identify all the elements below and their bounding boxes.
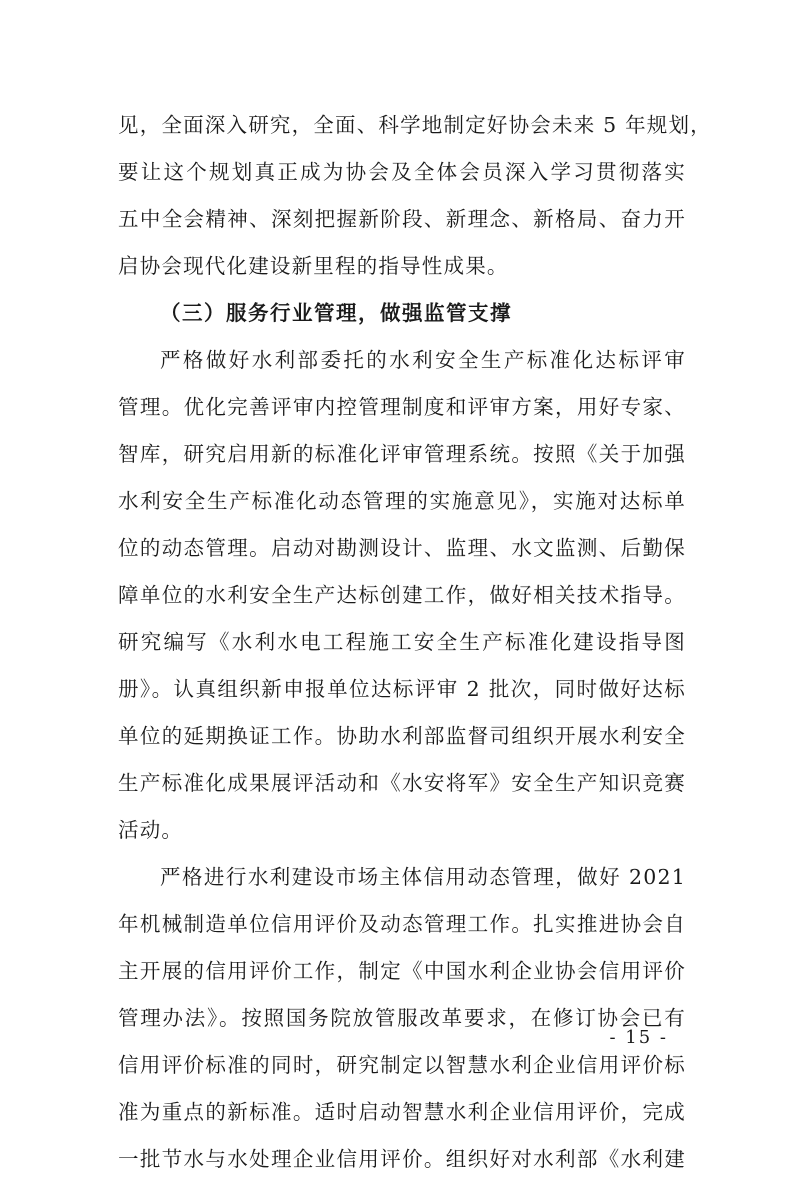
paragraph-line: 年机械制造单位信用评价及动态管理工作。扎实推进协会自 xyxy=(118,912,686,936)
section-heading: （三）服务行业管理，做强监管支撑 xyxy=(160,301,512,325)
paragraph-line: 障单位的水利安全生产达标创建工作，做好相关技术指导。 xyxy=(118,583,686,607)
paragraph-line: 单位的延期换证工作。协助水利部监督司组织开展水利安全 xyxy=(118,724,686,748)
paragraph-line: 要让这个规划真正成为协会及全体会员深入学习贯彻落实 xyxy=(118,160,686,184)
paragraph-line: 册》。认真组织新申报单位达标评审 2 批次，同时做好达标 xyxy=(118,677,686,701)
paragraph-line: 五中全会精神、深刻把握新阶段、新理念、新格局、奋力开 xyxy=(118,207,686,231)
paragraph-line: 管理办法》。按照国务院放管服改革要求，在修订协会已有 xyxy=(118,1006,686,1030)
paragraph-line: 主开展的信用评价工作，制定《中国水利企业协会信用评价 xyxy=(118,959,686,983)
paragraph-line: 活动。 xyxy=(118,818,184,842)
paragraph-line: 位的动态管理。启动对勘测设计、监理、水文监测、后勤保 xyxy=(118,536,686,560)
paragraph-line: 严格做好水利部委托的水利安全生产标准化达标评审 xyxy=(160,348,686,372)
page-number: - 15 - xyxy=(609,1027,668,1048)
paragraph-line: 智库，研究启用新的标准化评审管理系统。按照《关于加强 xyxy=(118,442,686,466)
body-text xyxy=(118,102,712,1183)
paragraph-line: 一批节水与水处理企业信用评价。组织好对水利部《水利建 xyxy=(118,1147,686,1171)
paragraph-line: 研究编写《水利水电工程施工安全生产标准化建设指导图 xyxy=(118,630,686,654)
paragraph-line: 严格进行水利建设市场主体信用动态管理，做好 2021 xyxy=(160,865,686,889)
paragraph-line: 见，全面深入研究，全面、科学地制定好协会未来 5 年规划， xyxy=(118,113,712,137)
paragraph-line: 信用评价标准的同时，研究制定以智慧水利企业信用评价标 xyxy=(118,1053,686,1077)
paragraph-line: 管理。优化完善评审内控管理制度和评审方案，用好专家、 xyxy=(118,395,686,419)
paragraph-line: 准为重点的新标准。适时启动智慧水利企业信用评价，完成 xyxy=(118,1100,686,1124)
paragraph-line: 生产标准化成果展评活动和《水安将军》安全生产知识竞赛 xyxy=(118,771,686,795)
paragraph-line: 水利安全生产标准化动态管理的实施意见》，实施对达标单 xyxy=(118,489,686,513)
paragraph-line: 启协会现代化建设新里程的指导性成果。 xyxy=(118,254,509,278)
